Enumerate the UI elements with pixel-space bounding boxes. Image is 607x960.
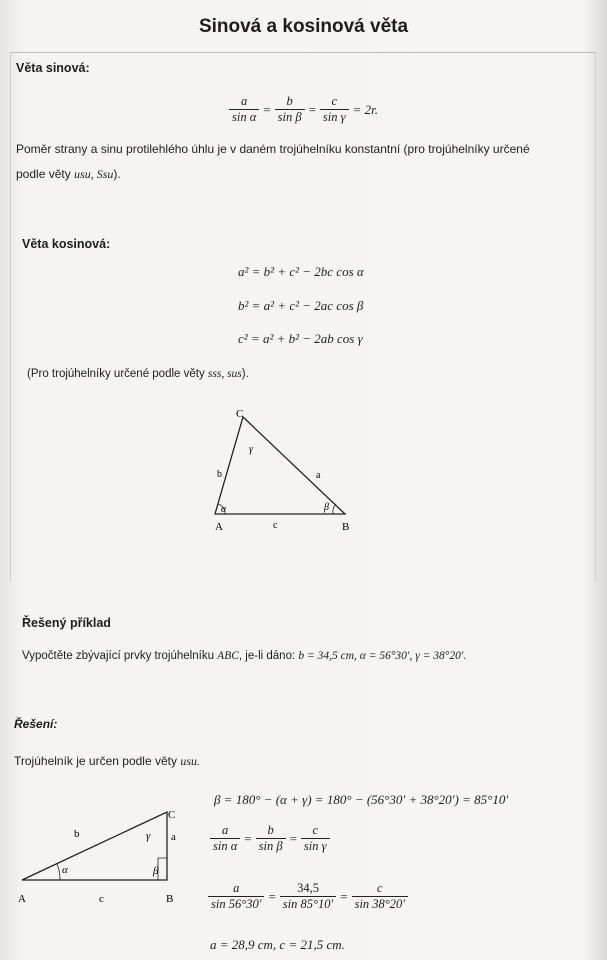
angle-arc-alpha bbox=[57, 864, 60, 880]
side-c-label: c bbox=[99, 893, 104, 905]
fraction: $\frac{34,5}{\sin 85^\circ 10'}$ bbox=[280, 881, 336, 912]
vertex-c-label: C bbox=[236, 408, 244, 420]
cosinus-note: (Pro trojúhelníky určené podle věty sss, sus). bbox=[27, 368, 249, 380]
cosinus-eq-c: c² = a² + b² − 2ab cos γ bbox=[238, 331, 363, 346]
ratio-formula: $\frac{a}{\text{sin α}}$ = $\frac{b}{\text{sin β}}$ = $\frac{c}{\text{sin γ}}$ bbox=[210, 823, 330, 854]
side-a-label: a bbox=[316, 470, 321, 481]
triangle-diagram-1 bbox=[205, 400, 365, 540]
side-b-label: b bbox=[217, 469, 222, 480]
cosinus-eq-a: a² = b² + c² − 2bc cos α bbox=[238, 264, 364, 279]
example-heading: Řešený příklad bbox=[22, 616, 111, 630]
ratio-substituted: $\frac{a}{\sin 56^\circ 30'}$ = $\frac{34,5}{\sin 85^\circ 10'}$ = $\frac{c}{\sin 38^\circ 20'}$ bbox=[208, 881, 408, 912]
fraction: $\frac{a}{\text{sin α}}$ bbox=[210, 823, 240, 854]
fraction: $\frac{c}{\text{sin γ}}$ bbox=[320, 94, 349, 125]
fraction: $\frac{c}{\text{sin γ}}$ bbox=[301, 823, 330, 854]
fraction: $\frac{b}{\text{sin β}}$ bbox=[256, 823, 286, 854]
triangle-diagram-2 bbox=[12, 800, 207, 910]
vertex-a-label: A bbox=[215, 521, 223, 533]
solution-result: a = 28,9 cm, c = 21,5 cm. bbox=[210, 937, 345, 952]
angle-mark-beta bbox=[158, 858, 167, 880]
vertex-a-label: A bbox=[18, 893, 26, 905]
vertex-c-label: C bbox=[168, 809, 176, 821]
triangle-shape bbox=[22, 812, 167, 880]
solution-heading: Řešení: bbox=[14, 717, 58, 731]
cosinus-eq-b: b² = a² + c² − 2ac cos β bbox=[238, 298, 364, 313]
fraction: $\frac{a}{\sin 56^\circ 30'}$ bbox=[208, 881, 264, 912]
angle-beta-label: β bbox=[153, 865, 159, 877]
angle-alpha-label: α bbox=[62, 864, 68, 876]
fraction: $\frac{c}{\sin 38^\circ 20'}$ bbox=[352, 881, 408, 912]
side-c-label: c bbox=[273, 520, 278, 531]
cosinus-heading: Věta kosinová: bbox=[22, 237, 111, 251]
beta-equation: β = 180° − (α + γ) = 180° − (56°30′ + 38°20′) = 85°10′ bbox=[214, 792, 509, 807]
fraction: $\frac{b}{\text{sin β}}$ bbox=[275, 94, 305, 125]
angle-alpha-label: α bbox=[221, 504, 227, 515]
angle-gamma-label: γ bbox=[146, 830, 151, 842]
example-task: Vypočtěte zbývající prvky trojúhelníku ABC, je-li dáno: b = 34,5 cm, α = 56°30′, γ = 38°20′. bbox=[22, 650, 467, 662]
angle-gamma-label: γ bbox=[249, 444, 253, 455]
text-line: Poměr strany a sinu protilehlého úhlu je v daném trojúhelníku konstantní (pro trojúhelníky určené bbox=[16, 142, 530, 156]
sinus-description bbox=[16, 137, 600, 187]
fraction: $\frac{a}{\text{sin α}}$ bbox=[229, 94, 259, 125]
sinus-formula: $\frac{a}{\text{sin α}}$ = $\frac{b}{\text{sin β}}$ = $\frac{c}{\text{sin γ}}$ = 2r. bbox=[229, 94, 382, 125]
vertex-b-label: B bbox=[342, 521, 350, 533]
solution-intro: Trojúhelník je určen podle věty usu. bbox=[14, 754, 200, 768]
text-line: podle věty usu, Ssu). bbox=[16, 167, 121, 181]
sinus-heading: Věta sinová: bbox=[16, 61, 90, 75]
vertex-b-label: B bbox=[166, 893, 174, 905]
side-b-label: b bbox=[74, 828, 80, 840]
triangle-shape bbox=[215, 417, 345, 514]
side-a-label: a bbox=[171, 831, 176, 843]
angle-beta-label: β bbox=[324, 502, 329, 513]
page-title: Sinová a kosinová věta bbox=[198, 16, 409, 37]
